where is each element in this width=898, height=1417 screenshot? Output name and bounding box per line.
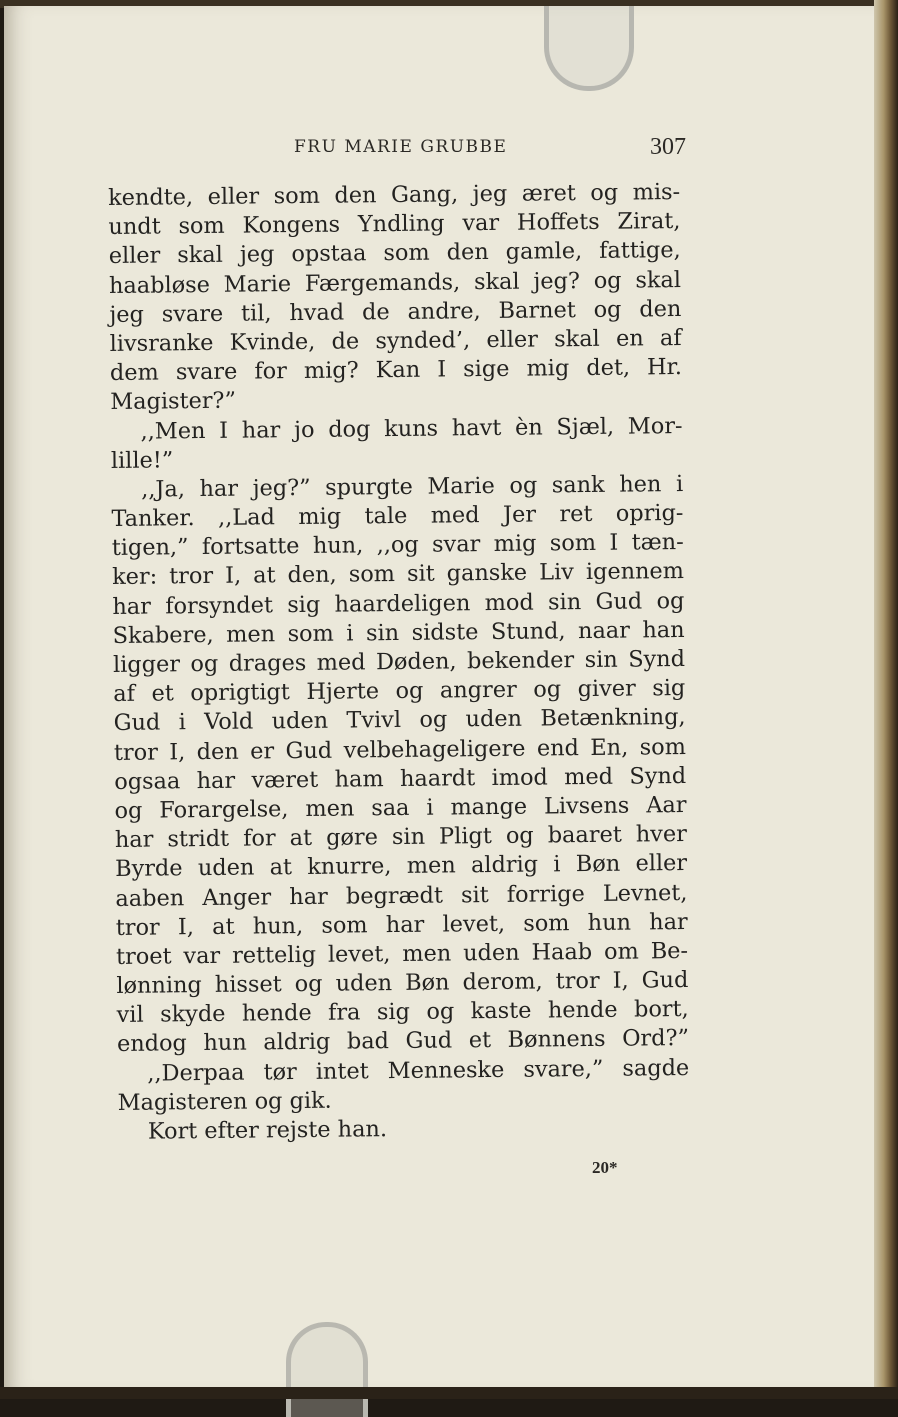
text-line-content: Magister?” (110, 387, 237, 416)
text-line: ker: tror I, at den, som sit ganske Liv igennem (111, 558, 685, 591)
text-line: ,,Derpaa tør intet Menneske svare,” sagde (147, 1054, 690, 1087)
text-line: jeg svare til, hvad de andre, Barnet og den (109, 295, 682, 328)
book-page (4, 6, 892, 1391)
text-line: eller skal jeg opstaa som den gamle, fattige, (108, 237, 681, 270)
text-line: af et oprigtigt Hjerte og angrer og giver sig (113, 675, 686, 708)
running-title: FRU MARIE GRUBBE (294, 137, 508, 157)
text-line: livsranke Kvinde, de synded’, eller skal en af (109, 324, 682, 357)
text-line (118, 1112, 690, 1147)
page-stack-edge (874, 0, 898, 1399)
text-line-content: Magisteren og gik. (117, 1087, 332, 1116)
text-line-content: Kort efter rejste han. (147, 1116, 388, 1145)
text-line: kendte, eller som den Gang, jeg æret og mis- (108, 179, 681, 211)
body-text (108, 178, 690, 1147)
text-line: har forsyndet sig haardeligen mod sin Gud og (112, 587, 685, 620)
page-clip-bottom (286, 1322, 368, 1417)
text-line: Tanker. ,,Lad mig tale med Jer ret oprig- (111, 500, 684, 533)
text-line: har stridt for at gøre sin Pligt og baaret hver (114, 821, 687, 854)
text-line: tror I, den er Gud velbehageligere end En, som (113, 733, 687, 766)
text-line: vil skyde hende fra sig og kaste hende bort, (116, 996, 689, 1029)
page-header (124, 134, 690, 164)
text-line: haabløse Marie Færgemands, skal jeg? og skal (108, 266, 682, 299)
text-line: ligger og drages med Døden, bekender sin Synd (112, 645, 686, 678)
text-line: ,,Men I har jo dog kuns havt èn Sjæl, Mor- (140, 412, 683, 445)
text-line: Byrde uden at knurre, men aldrig i Bøn eller (115, 850, 688, 883)
text-line: ,,Ja, har jeg?” spurgte Marie og sank hen i (141, 470, 684, 503)
page-number: 307 (650, 134, 686, 160)
signature-mark: 20* (592, 1158, 618, 1177)
text-line: troet var rettelig levet, men uden Haab om Be- (115, 937, 689, 970)
text-line: aaben Anger har begrædt sit forrige Levnet, (115, 879, 688, 912)
text-line: dem svare for mig? Kan I sige mig det, Hr. (109, 354, 683, 387)
page-clip-top (544, 6, 634, 91)
text-line: tror I, at hun, som har levet, som hun har (115, 908, 688, 941)
book-bottom-edge (0, 1387, 898, 1399)
text-line: undt som Kongens Yndling var Hoffets Zirat, (108, 208, 681, 241)
text-line-content: lille!” (110, 447, 174, 474)
text-line: og Forargelse, men saa i mange Livsens Aar (114, 791, 687, 824)
text-line: ogsaa har været ham haardt imod med Synd (114, 762, 687, 795)
text-line: endog hun aldrig bad Gud et Bønnens Ord?” (116, 1025, 690, 1058)
text-line: tigen,” fortsatte hun, ,,og svar mig som I tæn- (111, 529, 684, 562)
text-line: lønning hisset og uden Bøn derom, tror I, Gud (116, 967, 689, 1000)
text-line: Gud i Vold uden Tvivl og uden Betænkning, (113, 704, 686, 737)
text-line: Skabere, men som i sin sidste Stund, naar han (112, 616, 685, 649)
